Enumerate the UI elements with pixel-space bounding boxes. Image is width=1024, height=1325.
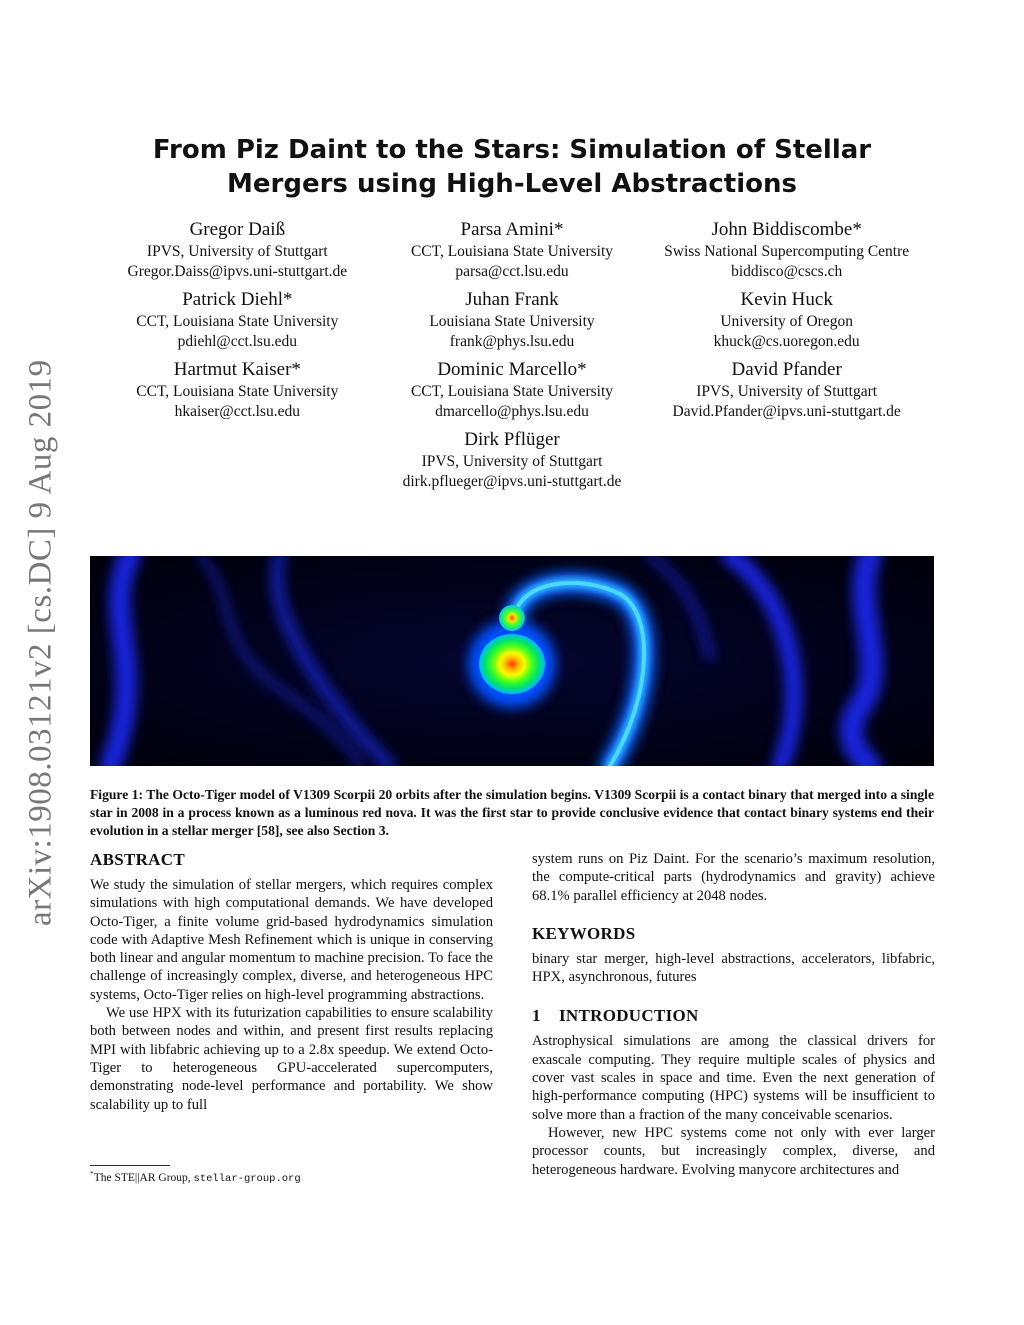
author-affiliation: IPVS, University of Stuttgart (146, 243, 328, 260)
author-email[interactable]: biddisco@cscs.ch (731, 263, 843, 280)
section-title: INTRODUCTION (559, 1006, 699, 1026)
author-name: Parsa Amini* (460, 219, 564, 240)
author-block (649, 218, 924, 282)
author-affiliation: Swiss National Supercomputing Centre (664, 243, 910, 260)
introduction-paragraph: Astrophysical simulations are among the classical drivers for exascale computing. They require multiple scales of physics and cover vast scales in space and time. Even the next generation of high-performance computing (HPC) systems will be insufficient to solve more than a fraction of the many conceivable scenarios. (532, 1033, 935, 1123)
author-block (375, 218, 650, 282)
author-block (649, 288, 924, 352)
arxiv-identifier[interactable]: arXiv:1908.03121v2 [cs.DC] 9 Aug 2019 (22, 359, 59, 926)
abstract-paragraph-continued: system runs on Piz Daint. For the scenario’s maximum resolution, the compute-critical parts (hydrodynamics and gravity) achieve 68.1% parallel efficiency at 2048 nodes. (532, 851, 935, 904)
author-block (375, 428, 650, 492)
author-affiliation: CCT, Louisiana State University (410, 383, 614, 400)
author-block (100, 358, 375, 422)
footnote-mark: * (90, 1169, 94, 1179)
footnote-url[interactable]: stellar-group.org (193, 1173, 301, 1185)
abstract-paragraph: We study the simulation of stellar mergers, which requires complex simulations with high computational demands. We have developed Octo-Tiger, a finite volume grid-based hydrodynamics simulation code with Adaptive Mesh Refinement which is unique in conserving both linear and angular momentum to machine precision. To face the challenge of increasingly complex, diverse, and heterogeneous HPC systems, Octo-Tiger relies on high-level programming abstractions. (90, 877, 493, 1003)
left-column (90, 850, 493, 1114)
author-name: John Biddiscombe* (711, 219, 862, 240)
paper-title: From Piz Daint to the Stars: Simulation of Stellar Mergers using High-Level Abstractions (152, 135, 872, 199)
primary-star (479, 634, 545, 694)
author-block (100, 288, 375, 352)
author-email[interactable]: dirk.pflueger@ipvs.uni-stuttgart.de (402, 473, 622, 490)
figure-caption: Figure 1: The Octo-Tiger model of V1309 Scorpii 20 orbits after the simulation begins. V1309 Scorpii is a contact binary that merged into a single star in 2008 in a process known as a luminous red nova. It was the first star to provide conclusive evidence that contact binary systems end their evolution in a stellar merger [58], see also Section 3. (90, 787, 934, 838)
author-block (375, 358, 650, 422)
author-email[interactable]: parsa@cct.lsu.edu (455, 263, 569, 280)
author-affiliation: CCT, Louisiana State University (136, 313, 339, 330)
keywords-heading: KEYWORDS (532, 923, 636, 943)
introduction-paragraph: However, new HPC systems come not only with ever larger processor counts, but increasingly complex, diverse, and heterogeneous hardware. Evolving manycore architectures and (532, 1124, 935, 1178)
author-email[interactable]: Gregor.Daiss@ipvs.uni-stuttgart.de (127, 263, 348, 280)
author-name: Kevin Huck (740, 289, 833, 310)
stellar-merger-render (90, 556, 934, 766)
author-name: Juhan Frank (465, 289, 559, 310)
author-name: Gregor Daiß (189, 219, 286, 240)
author-name: David Pfander (731, 359, 842, 380)
author-email[interactable]: dmarcello@phys.lsu.edu (435, 403, 589, 420)
footnote-divider (90, 1165, 170, 1166)
footnote-text: The STE||AR Group, (93, 1172, 194, 1184)
abstract-paragraph: We use HPX with its futurization capabilities to ensure scalability both between nodes and within, and present first results replacing MPI with libfabric achieving up to a 2.8x speedup. We extend Octo-Tiger to heterogeneous GPU-accelerated supercomputers, demonstrating node-level performance and portability. We show scalability up to full (90, 1005, 493, 1113)
author-name: Patrick Diehl* (182, 289, 293, 310)
author-email[interactable]: khuck@cs.uoregon.edu (713, 333, 860, 350)
author-affiliation: CCT, Louisiana State University (410, 243, 614, 260)
author-name: Dominic Marcello* (437, 359, 587, 380)
author-name: Hartmut Kaiser* (173, 359, 301, 380)
author-affiliation: CCT, Louisiana State University (136, 383, 339, 400)
introduction-heading (532, 1006, 935, 1026)
author-block (100, 218, 375, 282)
keywords-text: binary star merger, high-level abstractions, accelerators, libfabric, HPX, asynchronous, futures (532, 950, 935, 986)
right-column (532, 850, 935, 1179)
author-email[interactable]: frank@phys.lsu.edu (449, 333, 575, 350)
teaser-figure-image (90, 556, 934, 766)
author-affiliation: University of Oregon (720, 313, 853, 330)
author-name: Dirk Pflüger (464, 429, 560, 450)
section-number: 1 (532, 1006, 541, 1026)
author-list (100, 218, 924, 492)
secondary-star (499, 605, 525, 631)
author-block (375, 288, 650, 352)
footnote (90, 1171, 493, 1187)
author-email[interactable]: pdiehl@cct.lsu.edu (177, 333, 297, 350)
author-email[interactable]: David.Pfander@ipvs.uni-stuttgart.de (672, 403, 901, 420)
author-block (649, 358, 924, 422)
author-affiliation: IPVS, University of Stuttgart (696, 383, 878, 400)
author-affiliation: IPVS, University of Stuttgart (421, 453, 603, 470)
author-email[interactable]: hkaiser@cct.lsu.edu (174, 403, 300, 420)
abstract-heading: ABSTRACT (90, 850, 185, 869)
author-affiliation: Louisiana State University (429, 313, 595, 330)
